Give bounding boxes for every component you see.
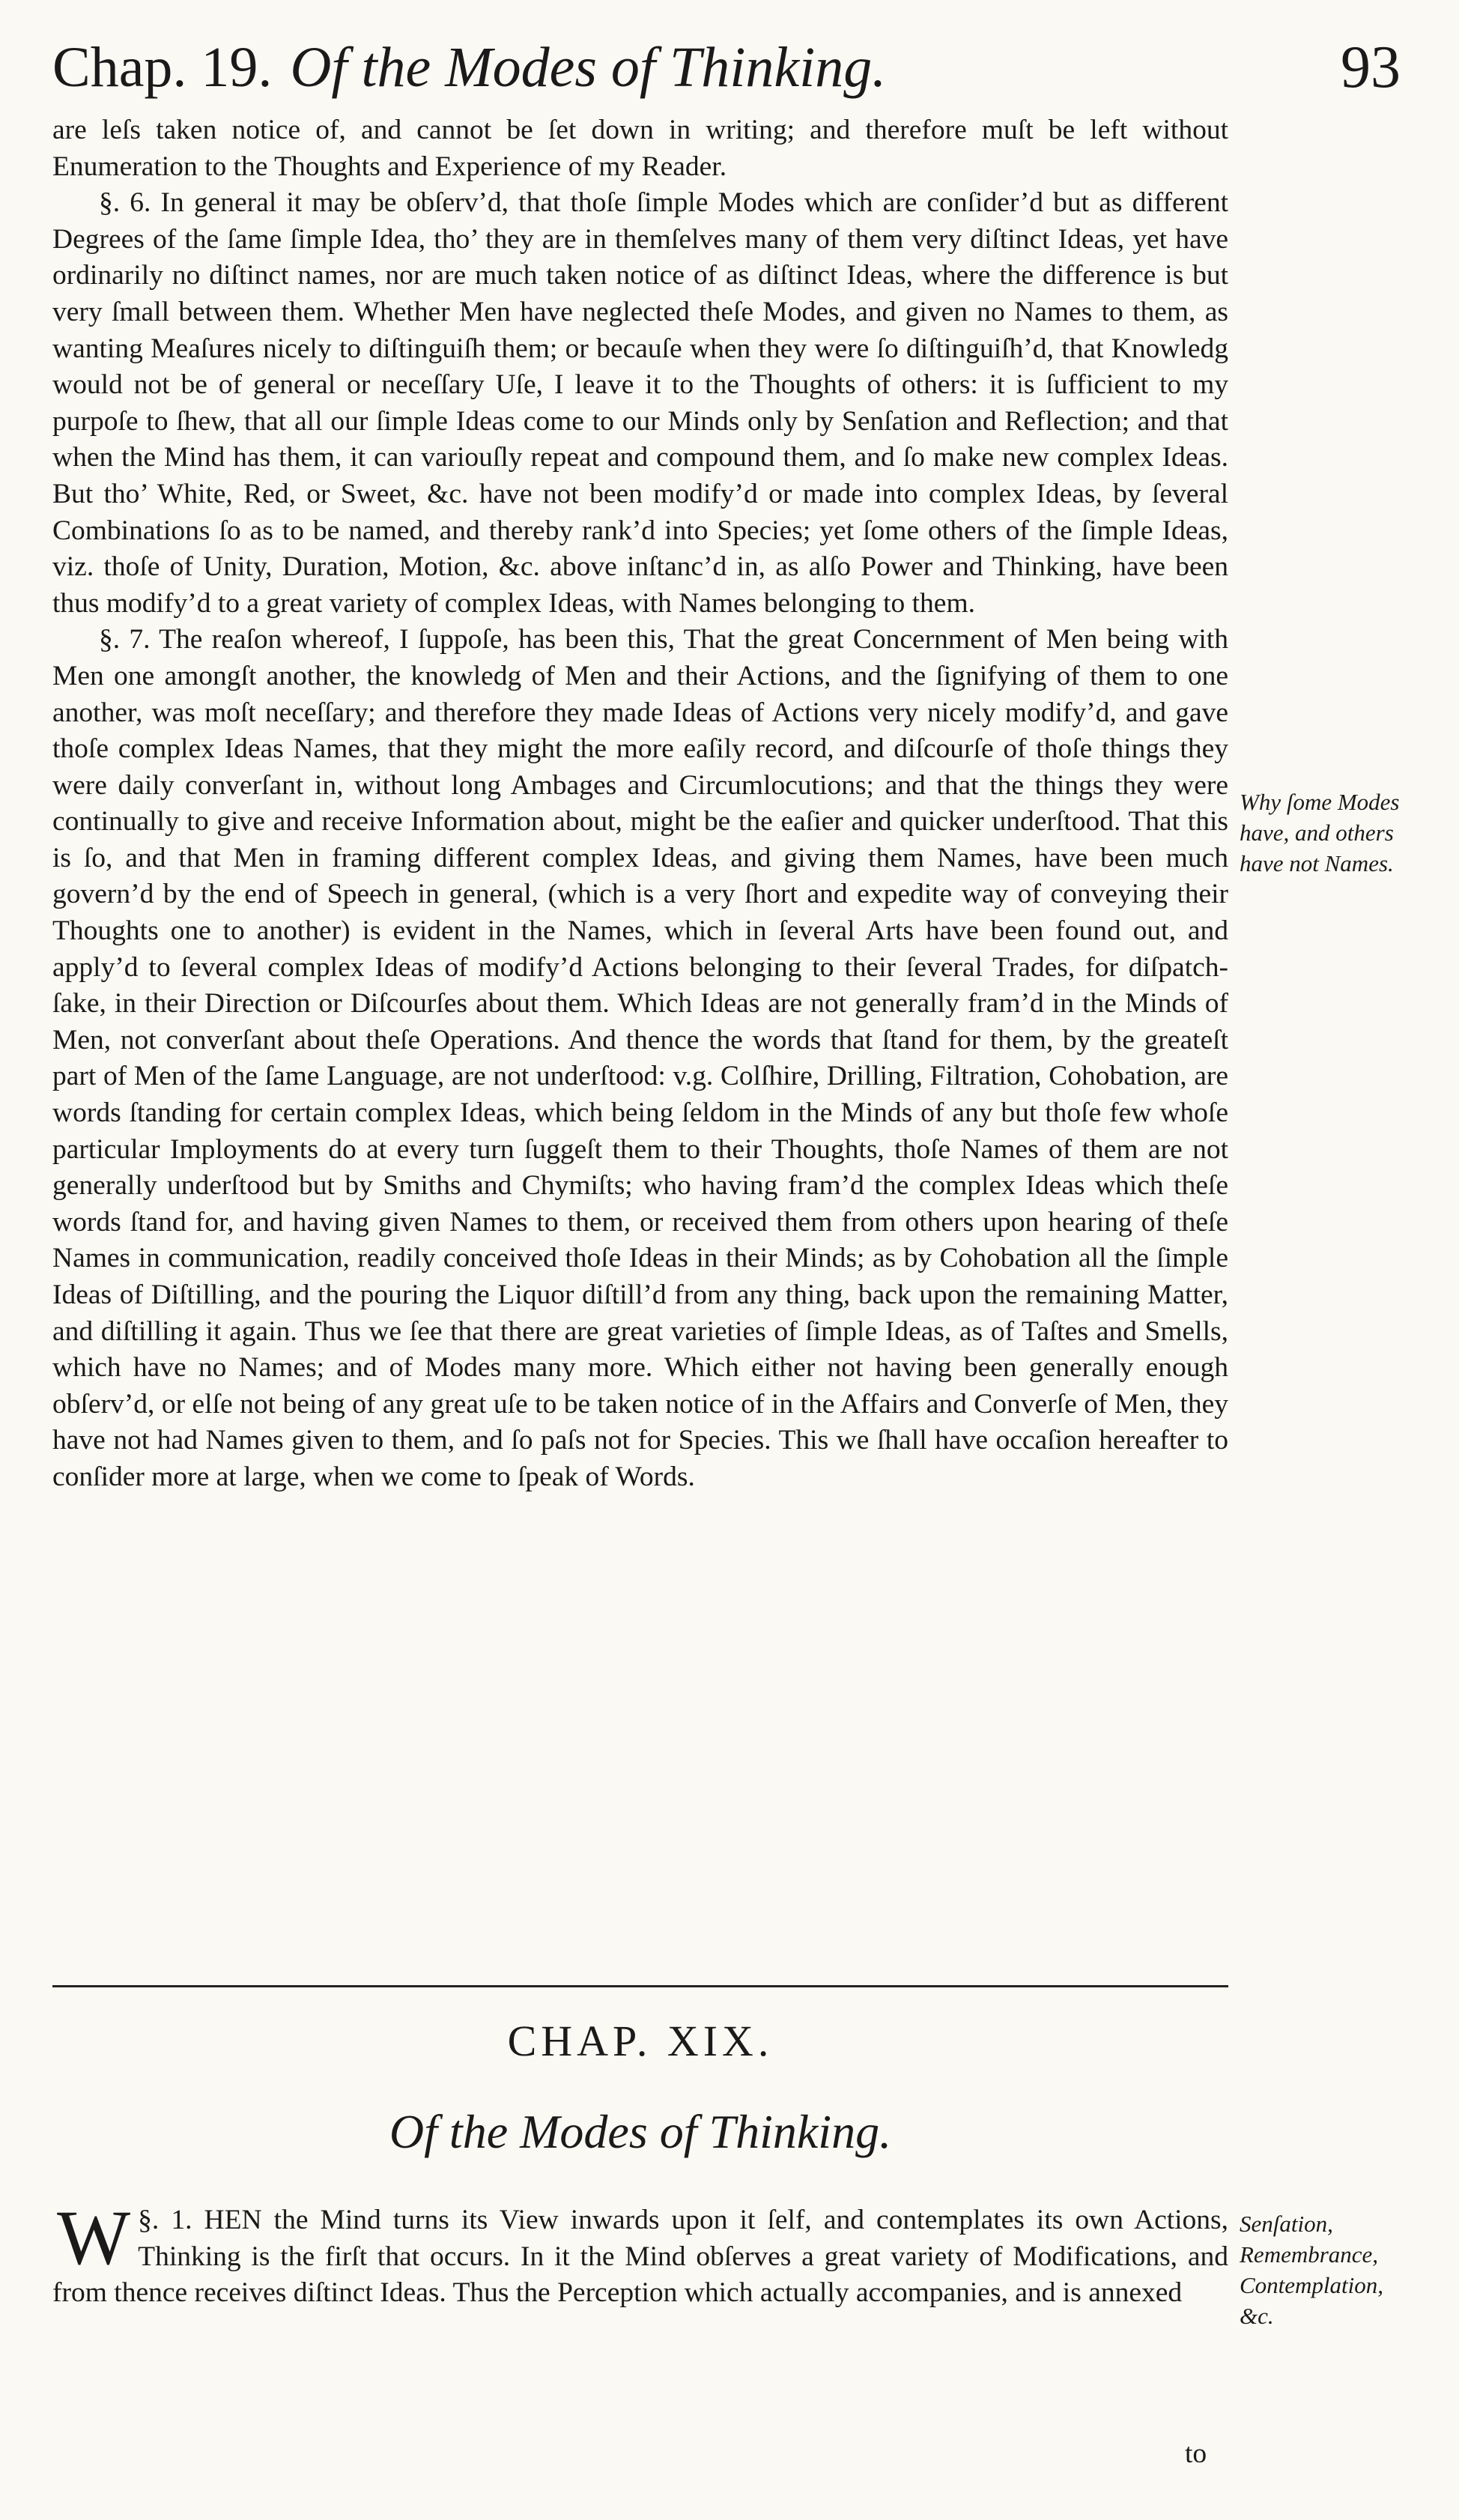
running-head-title: Of the Modes of Thinking. [290,36,887,99]
page-number: 93 [1341,34,1401,100]
chapter-subtitle: Of the Modes of Thinking. [389,2105,892,2158]
catchword: to [1185,2438,1207,2469]
paragraph-section-7: §. 7. The reaſon whereof, I ſuppoſe, has been this, That the great Concernment of Men being with Men one amongſt another, the knowledg of Men and their Actions, and the ſignifying of them to one another, was moſt neceſſary; and therefore they made Ideas of Actions very nicely modify’d, and gave thoſe complex Ideas Names, that they might the more eaſily record, and diſcourſe of thoſe things they were daily converſant in, without long Ambages and Circumlocutions; and that the things they were continually to give and receive Information about, might be the eaſier and quicker underſtood. That this is ſo, and that Men in framing different complex Ideas, and giving them Names, have been much govern’d by the end of Speech in general, (which is a very ſhort and expedite way of conveying their Thoughts one to another) is evident in the Names, which in ſeveral Arts have been found out, and apply’d to ſeveral complex Ideas of modify’d Actions belonging to their ſeveral Trades, for diſpatch-ſake, in their Direction or Diſcourſes about them. Which Ideas are not generally fram’d in the Minds of Men, not converſant about theſe Operations. And thence the words that ſtand for them, by the greateſt part of Men of the ſame Language, are not underſtood: v.g. Colſhire, Drilling, Filtration, Cohobation, are words ſtanding for certain complex Ideas, which being ſeldom in the Minds of any but thoſe few whoſe particular Imployments do at every turn ſuggeſt them to their Thoughts, thoſe Names of them are not generally underſtood but by Smiths and Chymiſts; who having fram’d the complex Ideas which theſe words ſtand for, and having given Names to them, or received them from others upon hearing of theſe Names in communication, readily conceived thoſe Ideas in their Minds; as by Cohobation all the ſimple Ideas of Diſtilling, and the pouring the Liquor diſtill’d from any thing, back upon the remaining Matter, and diſtilling it again. Thus we ſee that there are great varieties of ſimple Ideas, as of Taſtes and Smells, which have no Names; and of Modes many more. Which either not having been generally enough obſerv’d, or elſe not being of any great uſe to be taken notice of in the Affairs and Converſe of Men, they have not had Names given to them, and ſo paſs not for Species. This we ſhall have occaſion hereafter to conſider more at large, when we come to ſpeak of Words. [52,624,1228,1492]
running-head-chapter: Chap. 19. [52,36,273,99]
main-text [52,112,1228,1496]
section-1-paragraph [52,2195,1229,2312]
section-mark: §. 1. [138,2205,192,2235]
margin-note-why-some-modes: Why ſome Modes have, and others have not Names. [1240,789,1400,876]
margin-note-sensation: Senſation, Remembrance, Contemplation, &c. [1240,2211,1384,2329]
paragraph-section-6: §. 6. In general it may be obſerv’d, that thoſe ſimple Modes which are conſider’d but as different Degrees of the ſame ſimple Idea, tho’ they are in themſelves many of them very diſtinct Ideas, yet have ordinarily no diſtinct names, nor are much taken notice of as diſtinct Ideas, where the difference is but very ſmall between them. Whether Men have neglected theſe Modes, and given no Names to them, as wanting Meaſures nicely to diſtinguiſh them; or becauſe when they were ſo diſtinguiſh’d, that Knowledg would not be of general or neceſſary Uſe, I leave it to the Thoughts of others: it is ſufficient to my purpoſe to ſhew, that all our ſimple Ideas come to our Minds only by Senſation and Reflection; and that when the Mind has them, it can variouſly repeat and compound them, and ſo make new complex Ideas. But tho’ White, Red, or Sweet, &c. have not been modify’d or made into complex Ideas, by ſeveral Combinations ſo as to be named, and thereby rank’d into Species; yet ſome others of the ſimple Ideas, viz. thoſe of Unity, Duration, Motion, &c. above inſtanc’d in, as alſo Power and Thinking, have been thus modify’d to a great variety of complex Ideas, with Names belonging to them. [52,187,1228,619]
section-divider-rule [52,1985,1228,1987]
paragraph-continuation: are leſs taken notice of, and cannot be ſet down in writing; and therefore muſt be left without Enumeration to the Thoughts and Experience of my Reader. [52,115,1228,182]
chapter-heading: CHAP. XIX. [507,2017,774,2065]
section-1 [52,2195,1229,2312]
page-header [52,30,1401,120]
drop-cap: W [57,2195,131,2281]
section-1-text: HEN the Mind turns its View inwards upon it ſelf, and contemplates its own Actions, Thinking is the firſt that occurs. In it the Mind obſerves a great variety of Modifications, and from thence receives diſtinct Ideas. Thus the Perception which actually accompanies, and is annexed [52,2205,1229,2309]
running-head [52,30,886,105]
